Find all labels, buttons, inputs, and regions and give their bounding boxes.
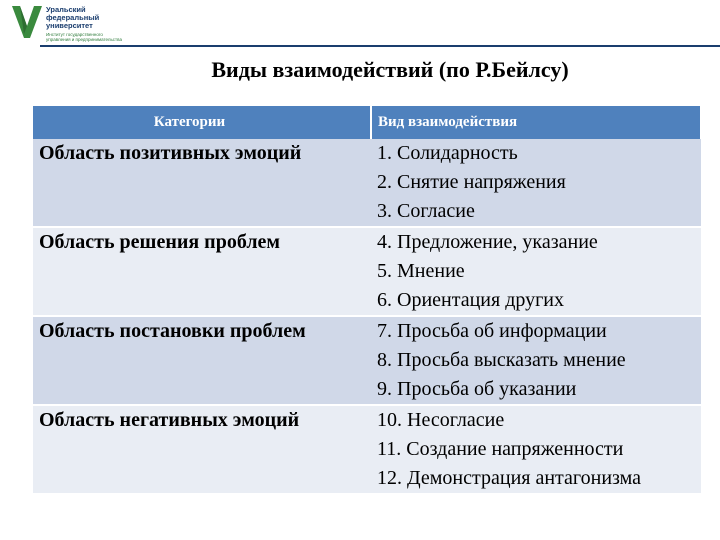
interaction-item: 8. Просьба высказать мнение — [377, 349, 626, 371]
items-cell — [371, 227, 701, 316]
interaction-item: 4. Предложение, указание — [377, 231, 598, 253]
logo-university-name — [46, 6, 99, 30]
category-cell: Область позитивных эмоций — [33, 139, 371, 227]
items-cell — [371, 316, 701, 405]
table-header-row — [33, 106, 701, 139]
interaction-item: 6. Ориентация других — [377, 289, 565, 311]
interaction-item: 9. Просьба об указании — [377, 378, 577, 400]
header — [0, 0, 720, 48]
header-divider — [40, 45, 720, 47]
items-cell — [371, 139, 701, 227]
table-row — [33, 139, 701, 227]
logo-name-line: федеральный — [46, 13, 100, 22]
logo-name-line: университет — [46, 21, 93, 30]
interaction-item: 2. Снятие напряжения — [377, 171, 566, 193]
column-header-interaction-type: Вид взаимодействия — [371, 106, 701, 139]
table-row — [33, 227, 701, 316]
interaction-item: 11. Создание напряженности — [377, 438, 624, 460]
category-cell: Область решения проблем — [33, 227, 371, 316]
items-cell — [371, 405, 701, 494]
interaction-item: 5. Мнение — [377, 260, 465, 282]
interaction-item: 7. Просьба об информации — [377, 320, 607, 342]
logo-institute-name — [46, 32, 122, 42]
logo-sub-line: управления и предпринимательства — [46, 37, 122, 42]
table-row — [33, 316, 701, 405]
table-row — [33, 405, 701, 494]
interaction-item: 3. Согласие — [377, 200, 475, 222]
interaction-item: 12. Демонстрация антагонизма — [377, 467, 642, 489]
interaction-item: 10. Несогласие — [377, 409, 505, 431]
category-cell: Область негативных эмоций — [33, 405, 371, 494]
logo-sub-line: Институт государственного — [46, 32, 103, 37]
interaction-item: 1. Солидарность — [377, 142, 518, 164]
slide-title: Виды взаимодействий (по Р.Бейлсу) — [211, 57, 569, 82]
urfu-logo-icon — [12, 4, 42, 42]
university-logo — [12, 4, 212, 44]
interaction-types-table — [33, 106, 702, 495]
logo-name-line: Уральский — [46, 5, 86, 14]
column-header-categories: Категории — [33, 106, 371, 139]
category-cell: Область постановки проблем — [33, 316, 371, 405]
